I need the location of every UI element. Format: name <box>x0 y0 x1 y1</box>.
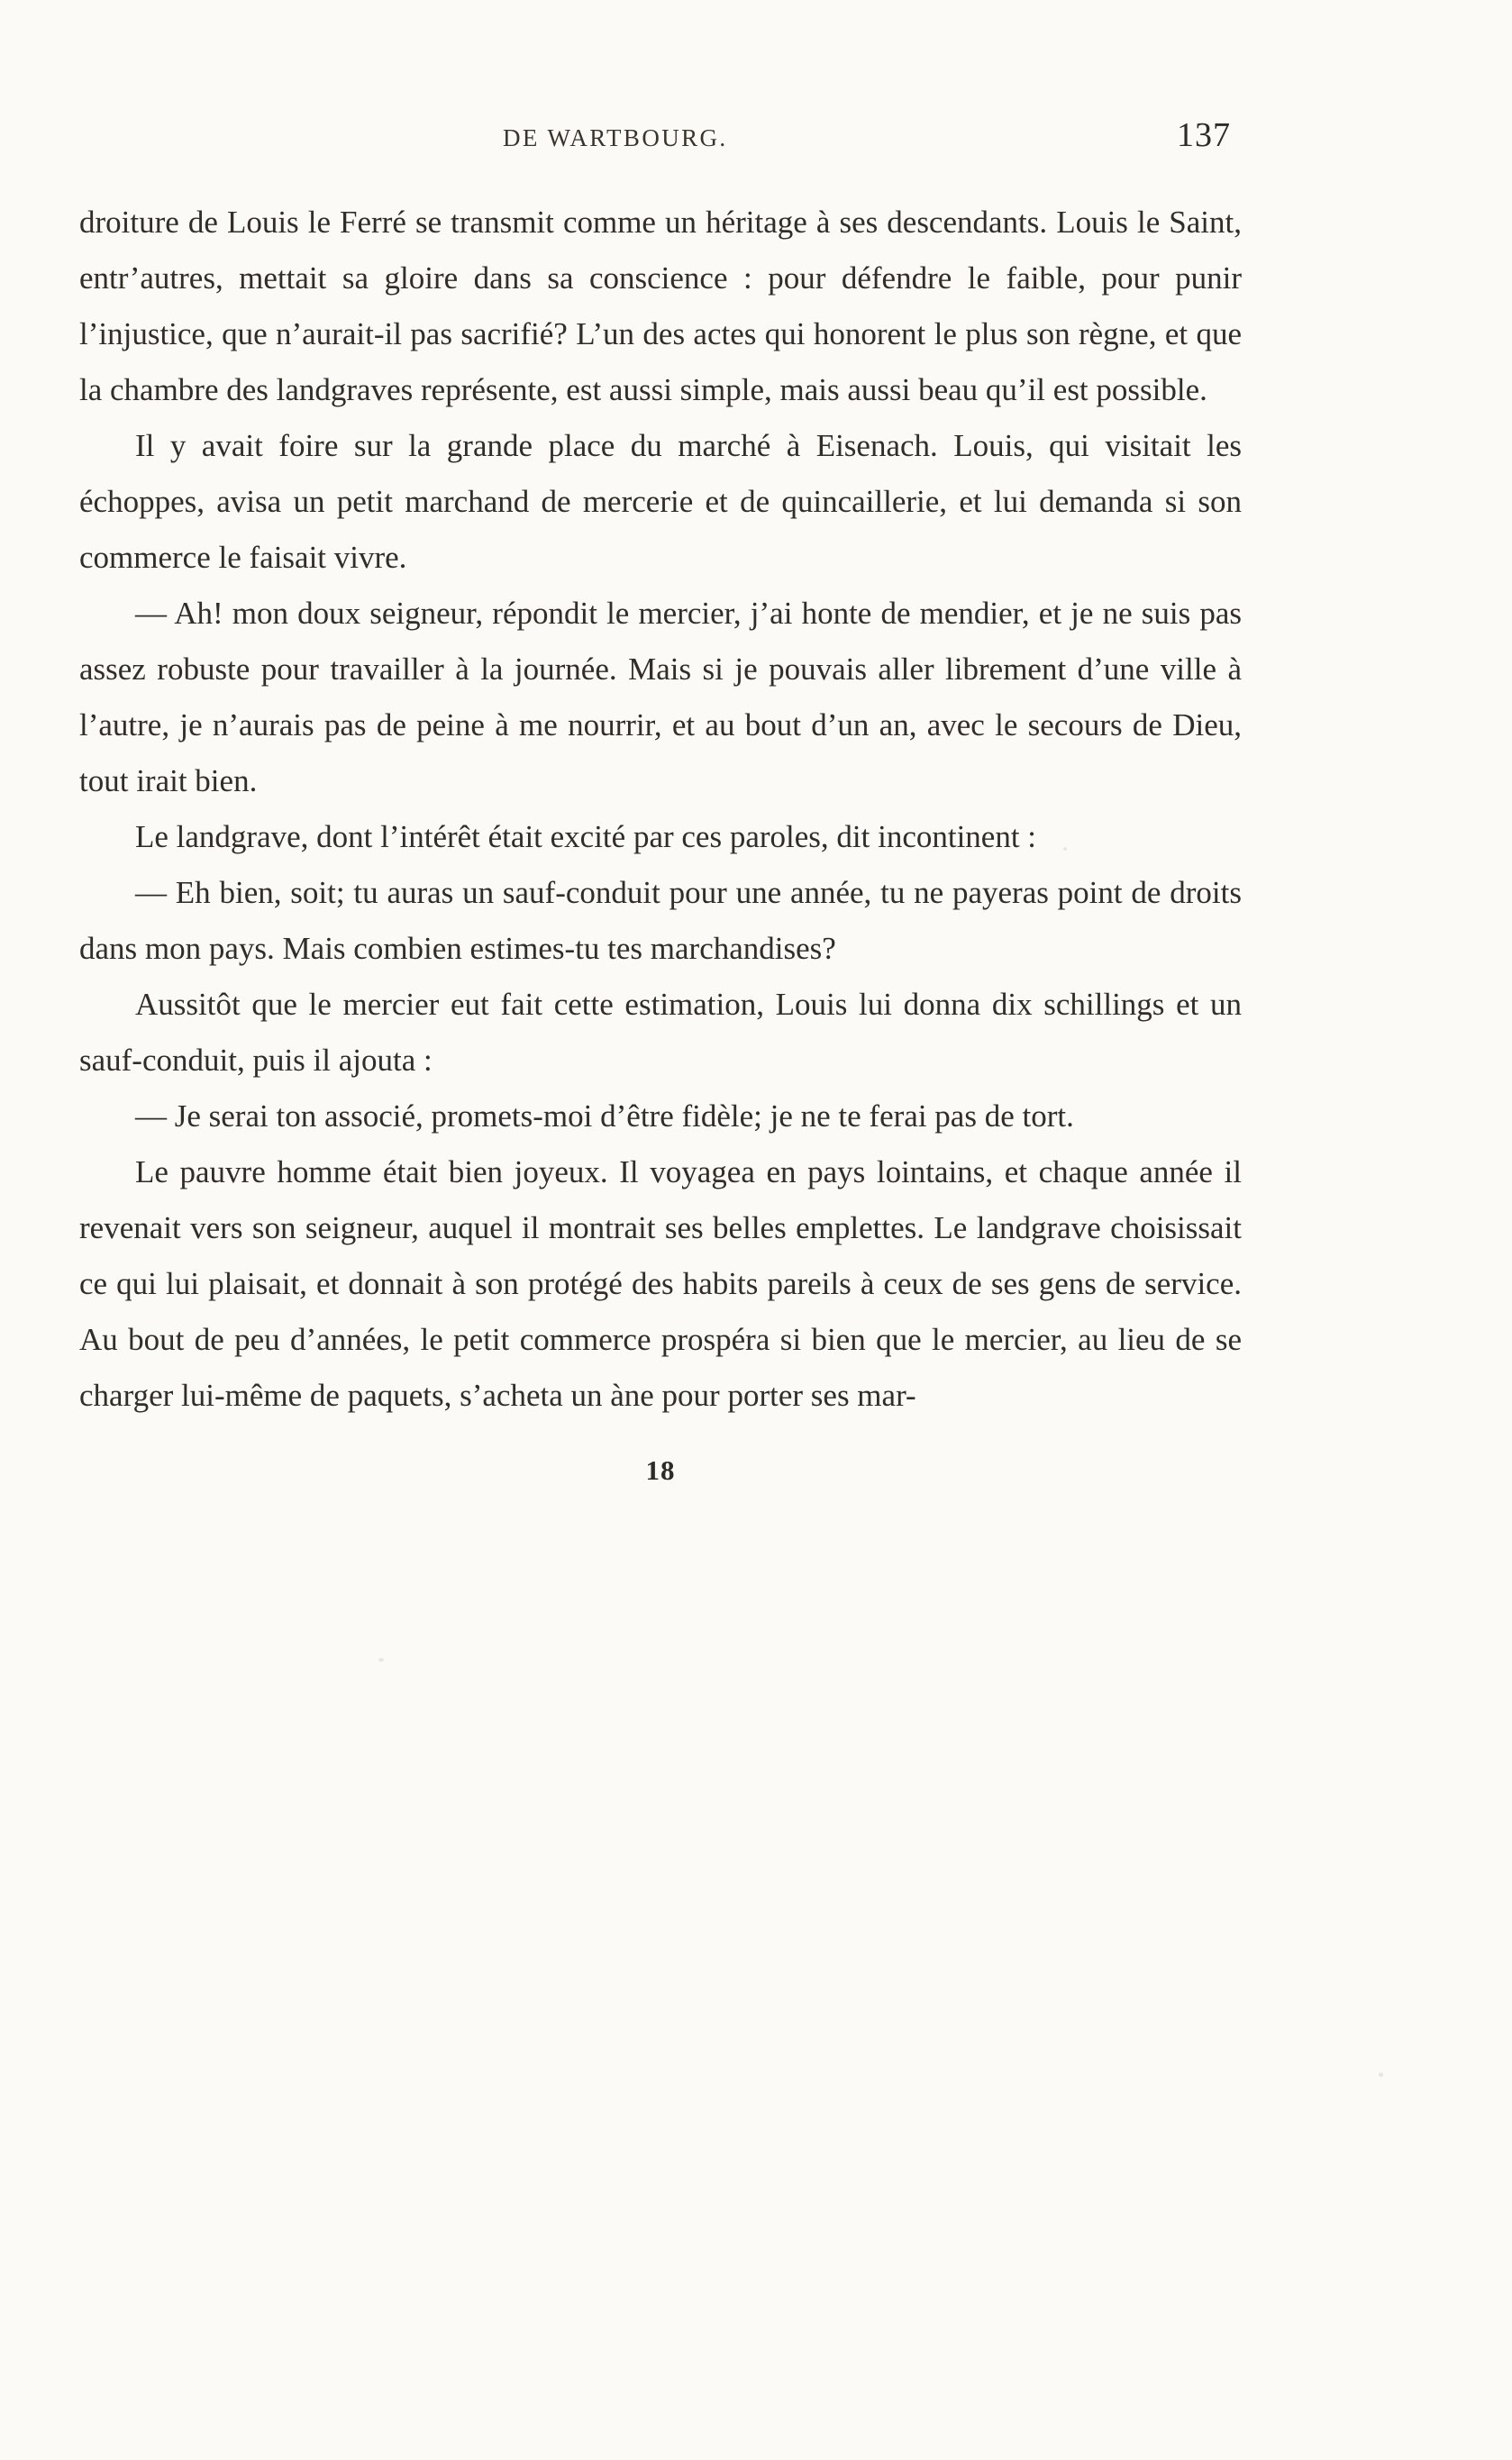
paragraph: Le pauvre homme était bien joyeux. Il voyagea en pays lointains, et chaque année il revenait vers son seigneur, auquel il montrait ses belles emplettes. Le landgrave choisissait ce qui lui plaisait, et donnait à son protégé des habits pareils à ceux de ses gens de service. Au bout de peu d’années, le petit commerce prospéra si bien que le mercier, au lieu de se charger lui-même de paquets, s’acheta un àne pour porter ses mar- <box>79 1154 1242 1413</box>
running-head <box>79 115 1242 155</box>
running-head-title: DE WARTBOURG. <box>503 124 728 151</box>
paragraph: Il y avait foire sur la grande place du marché à Eisenach. Louis, qui visitait les échoppes, avisa un petit marchand de mercerie et de quincaillerie, et lui demanda si son commerce le faisait vivre. <box>79 428 1242 575</box>
paragraph: Le landgrave, dont l’intérêt était excité par ces paroles, dit incontinent : <box>135 819 1037 854</box>
page-number: 137 <box>1177 116 1231 154</box>
paragraph: droiture de Louis le Ferré se transmit comme un héritage à ses descendants. Louis le Saint, entr’autres, mettait sa gloire dans sa conscience : pour défendre le faible, pour punir l’injustice, que n’aurait-il pas sacrifié? L’un des actes qui honorent le plus son règne, et que la chambre des landgraves représente, est aussi simple, mais aussi beau qu’il est possible. <box>79 205 1242 407</box>
paragraph: — Je serai ton associé, promets-moi d’être fidèle; je ne te ferai pas de tort. <box>135 1098 1074 1134</box>
paragraph: — Ah! mon doux seigneur, répondit le mercier, j’ai honte de mendier, et je ne suis pas assez robuste pour travailler à la journée. Mais si je pouvais aller librement d’une ville à l’autre, je n’aurais pas de peine à me nourrir, et au bout d’un an, avec le secours de Dieu, tout irait bien. <box>79 596 1242 798</box>
signature-mark: 18 <box>645 1454 676 1486</box>
paper-speck <box>378 1658 384 1662</box>
paragraph: — Eh bien, soit; tu auras un sauf-conduit pour une année, tu ne payeras point de droits dans mon pays. Mais combien estimes-tu tes marchandises? <box>79 875 1242 966</box>
paper-speck <box>1379 2073 1383 2077</box>
body-text <box>79 195 1242 1424</box>
page-content <box>79 115 1242 1487</box>
paragraph: Aussitôt que le mercier eut fait cette estimation, Louis lui donna dix schillings et un sauf-conduit, puis il ajouta : <box>79 987 1242 1078</box>
